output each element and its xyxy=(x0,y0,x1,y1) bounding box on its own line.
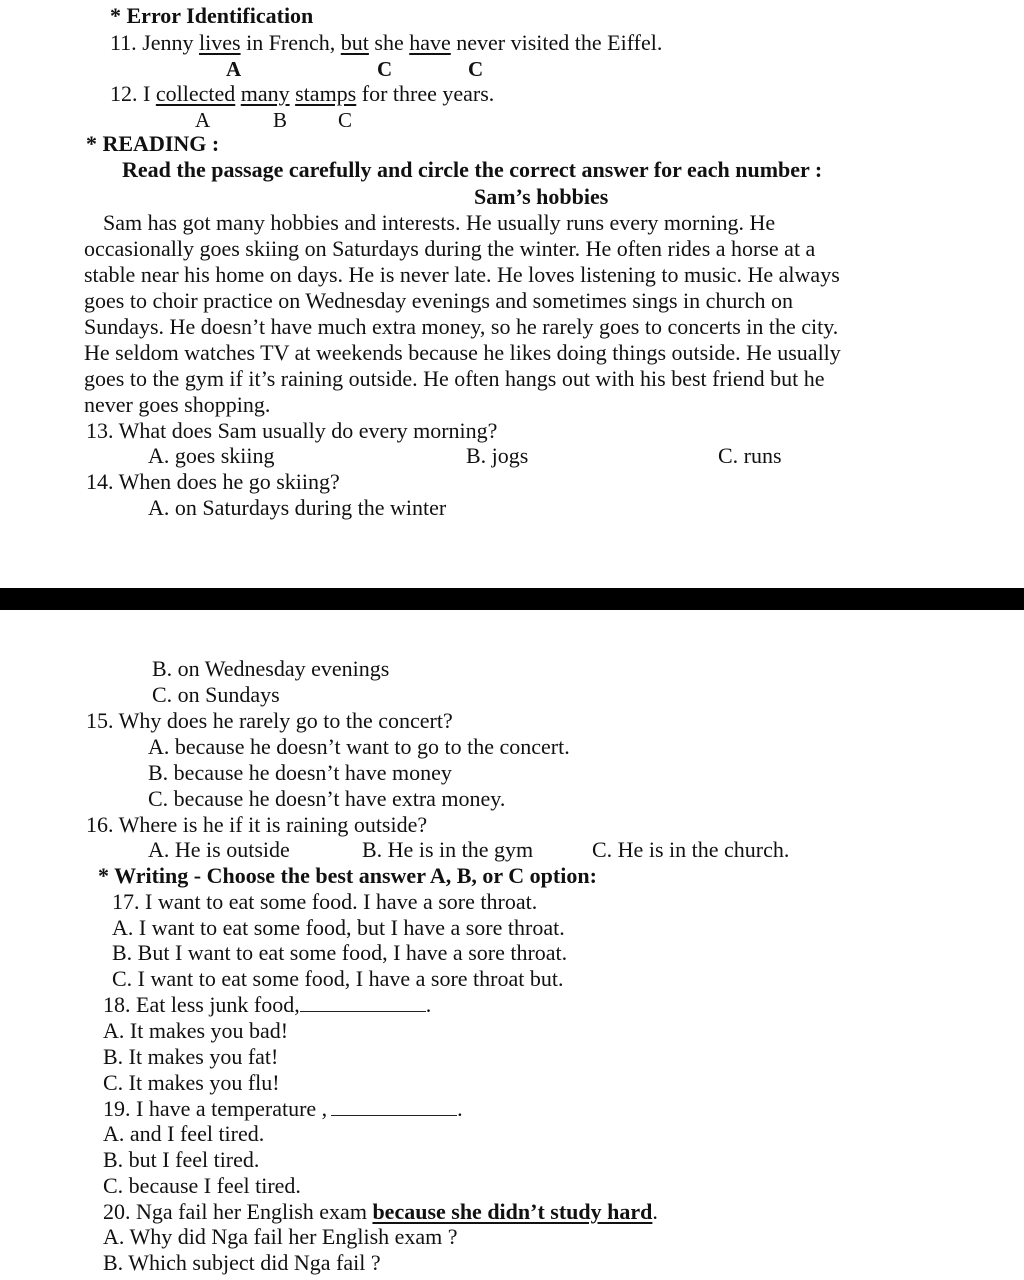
option-a[interactable]: A. and I feel tired. xyxy=(103,1121,265,1146)
passage-line: goes to the gym if it’s raining outside. He often hangs out with his best friend but he xyxy=(84,366,825,391)
option-c-underlined[interactable]: stamps xyxy=(295,81,357,106)
option-b[interactable]: B. Which subject did Nga fail ? xyxy=(103,1250,381,1275)
option-a-underlined[interactable]: collected xyxy=(155,81,236,106)
option-letter-b: C xyxy=(377,57,393,81)
underlined-phrase: because she didn’t study hard xyxy=(372,1199,653,1224)
question-text: I xyxy=(143,81,156,106)
question-13: 13. What does Sam usually do every morning? xyxy=(86,418,498,443)
period: . xyxy=(457,1096,463,1121)
question-14: 14. When does he go skiing? xyxy=(86,469,340,494)
question-text: for three years. xyxy=(356,81,495,106)
reading-instruction: Read the passage carefully and circle the correct answer for each number : xyxy=(122,157,823,182)
writing-heading: * Writing - Choose the best answer A, B, or C option: xyxy=(98,863,597,888)
question-19 xyxy=(103,1096,463,1122)
period: . xyxy=(652,1199,658,1224)
option-c[interactable]: C. He is in the church. xyxy=(592,837,790,862)
question-text: 18. Eat less junk food, xyxy=(103,992,300,1017)
option-b[interactable]: B. jogs xyxy=(466,443,529,468)
passage-line: goes to choir practice on Wednesday evenings and sometimes sings in church on xyxy=(84,288,793,313)
option-c[interactable]: C. on Sundays xyxy=(152,682,280,707)
option-letter-c: C xyxy=(468,57,484,81)
question-text: never visited the Eiffel. xyxy=(450,30,663,55)
option-b[interactable]: B. because he doesn’t have money xyxy=(148,760,452,785)
question-15: 15. Why does he rarely go to the concert? xyxy=(86,708,453,733)
error-identification-heading: * Error Identification xyxy=(110,3,314,28)
option-b[interactable]: B. He is in the gym xyxy=(362,837,534,862)
option-letter-a: A xyxy=(195,108,211,132)
option-c[interactable]: C. I want to eat some food, I have a sore throat but. xyxy=(112,966,564,991)
passage-title: Sam’s hobbies xyxy=(474,184,609,209)
question-12 xyxy=(110,81,494,107)
option-b[interactable]: B. But I want to eat some food, I have a sore throat. xyxy=(112,940,568,965)
option-c[interactable]: C. runs xyxy=(718,443,782,468)
option-b-underlined[interactable]: but xyxy=(340,30,369,55)
option-b[interactable]: B. It makes you fat! xyxy=(103,1044,279,1069)
question-16: 16. Where is he if it is raining outside? xyxy=(86,812,428,837)
question-number: 12. xyxy=(110,81,138,106)
passage-line: never goes shopping. xyxy=(84,392,271,417)
question-11 xyxy=(110,30,662,56)
option-c[interactable]: C. because he doesn’t have extra money. xyxy=(148,786,506,811)
option-a[interactable]: A. He is outside xyxy=(148,837,290,862)
option-c[interactable]: C. because I feel tired. xyxy=(103,1173,301,1198)
option-a-underlined[interactable]: lives xyxy=(199,30,241,55)
option-c[interactable]: C. It makes you flu! xyxy=(103,1070,280,1095)
option-a[interactable]: A. goes skiing xyxy=(148,443,275,468)
option-b[interactable]: B. but I feel tired. xyxy=(103,1147,260,1172)
option-c-underlined[interactable]: have xyxy=(409,30,451,55)
question-text: in French, xyxy=(240,30,341,55)
question-text: she xyxy=(368,30,410,55)
answer-blank[interactable] xyxy=(300,995,426,1012)
option-b[interactable]: B. on Wednesday evenings xyxy=(152,656,390,681)
question-17: 17. I want to eat some food. I have a sore throat. xyxy=(112,889,538,914)
question-text: Jenny xyxy=(142,30,200,55)
option-a[interactable]: A. It makes you bad! xyxy=(103,1018,289,1043)
reading-heading: * READING : xyxy=(86,131,220,156)
option-a[interactable]: A. Why did Nga fail her English exam ? xyxy=(103,1224,458,1249)
question-number: 11. xyxy=(110,30,137,55)
page-break-divider xyxy=(0,588,1024,610)
option-a[interactable]: A. because he doesn’t want to go to the concert. xyxy=(148,734,570,759)
option-letter-b: B xyxy=(273,108,288,132)
option-b-underlined[interactable]: many xyxy=(240,81,290,106)
option-a[interactable]: A. I want to eat some food, but I have a sore throat. xyxy=(112,915,565,940)
question-text: 20. Nga fail her English exam xyxy=(103,1199,373,1224)
option-letter-c: C xyxy=(338,108,353,132)
period: . xyxy=(425,992,432,1017)
passage-line: Sam has got many hobbies and interests. He usually runs every morning. He xyxy=(103,210,776,235)
question-text: 19. I have a temperature , xyxy=(103,1096,328,1121)
passage-line: occasionally goes skiing on Saturdays during the winter. He often rides a horse at a xyxy=(84,236,816,261)
passage-line: stable near his home on days. He is never late. He loves listening to music. He always xyxy=(84,262,840,287)
passage-line: He seldom watches TV at weekends because he likes doing things outside. He usually xyxy=(84,340,841,365)
answer-blank[interactable] xyxy=(331,1099,457,1116)
option-a[interactable]: A. on Saturdays during the winter xyxy=(148,495,447,520)
question-20 xyxy=(103,1199,658,1225)
passage-line: Sundays. He doesn’t have much extra money, so he rarely goes to concerts in the city. xyxy=(84,314,839,339)
question-18 xyxy=(103,992,431,1018)
option-letter-a: A xyxy=(226,57,242,81)
